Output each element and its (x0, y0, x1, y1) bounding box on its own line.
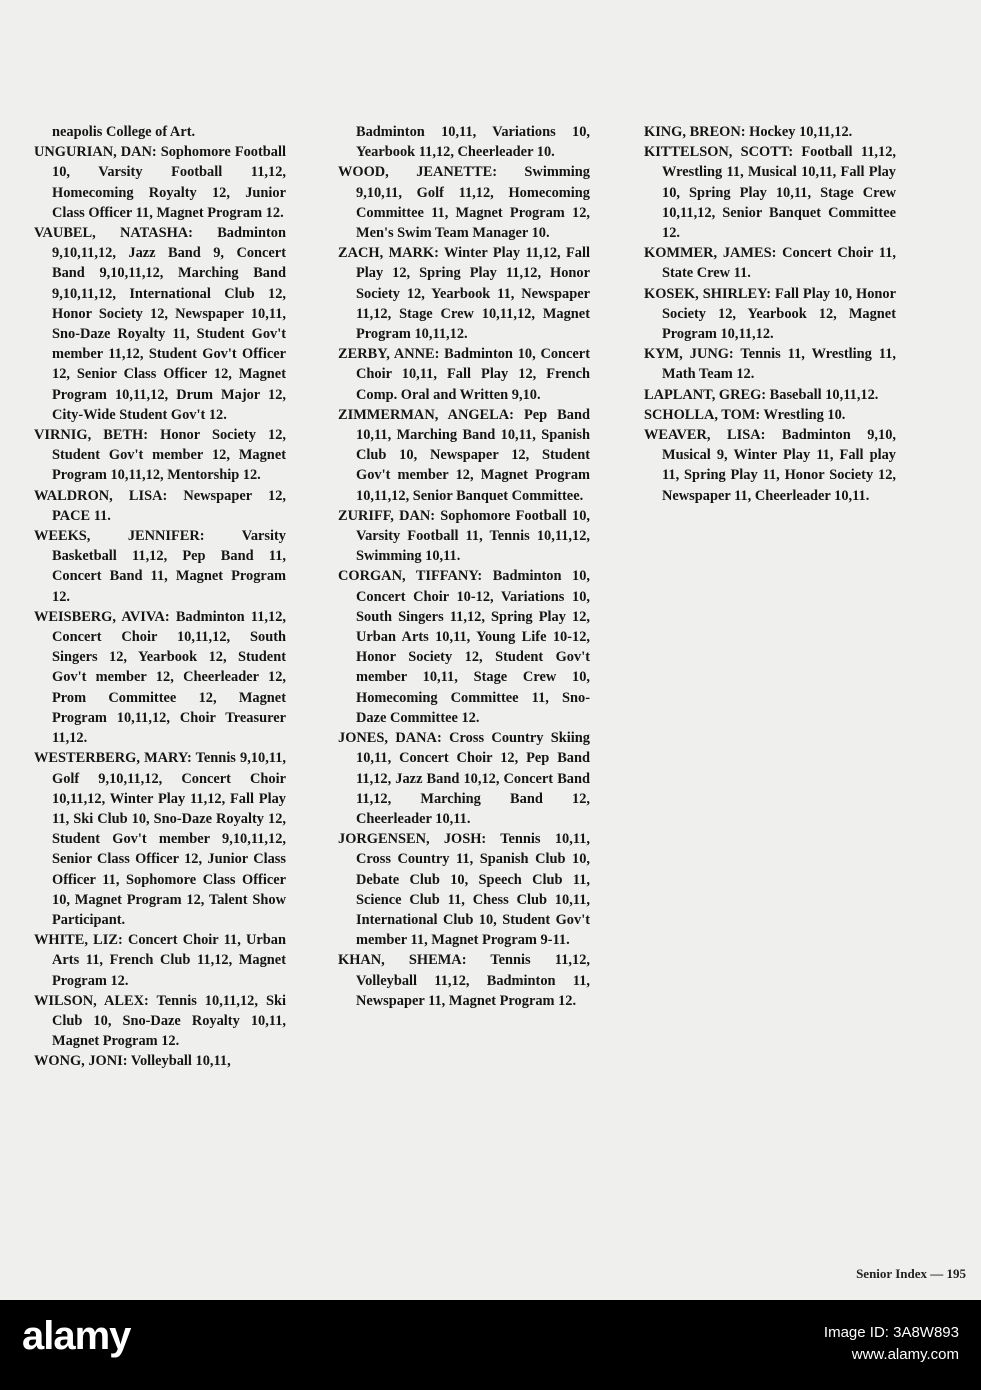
index-entry: WALDRON, LISA: Newspaper 12, PACE 11. (34, 487, 286, 524)
index-entry: ZURIFF, DAN: Sophomore Football 10, Varsity Football 11, Tennis 10,11,12, Swimming 10,11. (338, 507, 590, 565)
index-entry: CORGAN, TIFFANY: Badminton 10, Concert Choir 10-12, Variations 10, South Singers 11,12, Spring Play 12, Urban Arts 10,11, Young Life 10-12, Honor Society 12, Student Gov't member 10,11, Stage Crew 10, Homecoming Committee 11, Sno-Daze Committee 12. (338, 568, 590, 726)
index-entry: VAUBEL, NATASHA: Badminton 9,10,11,12, Jazz Band 9, Concert Band 9,10,11,12, Marching Band 9,10,11,12, International Club 12, Honor Society 12, Newspaper 10,11, Sno-Daze Royalty 11, Student Gov't member 11,12, Student Gov't Officer 12, Senior Class Officer 12, Magnet Program 10,11,12, Drum Major 12, City-Wide Student Gov't 12. (34, 225, 286, 423)
index-entry: KOMMER, JAMES: Concert Choir 11, State Crew 11. (644, 245, 896, 282)
image-id-block (824, 1322, 959, 1366)
index-entry: neapolis College of Art. (52, 124, 196, 140)
page-footer: Senior Index — 195 (856, 1266, 966, 1281)
index-entry: SCHOLLA, TOM: Wrestling 10. (644, 406, 846, 423)
image-id: Image ID: 3A8W893 (823, 1324, 959, 1341)
index-entry: JONES, DANA: Cross Country Skiing 10,11, Concert Choir 12, Pep Band 11,12, Jazz Band 10,12, Concert Band 11,12, Marching Band 12, Cheerleader 10,11. (338, 730, 590, 827)
index-entry: ZERBY, ANNE: Badminton 10, Concert Choir 10,11, Fall Play 12, French Comp. Oral and Written 9,10. (338, 346, 590, 403)
index-entry: WHITE, LIZ: Concert Choir 11, Urban Arts 11, French Club 11,12, Magnet Program 12. (34, 932, 286, 989)
index-entry: KHAN, SHEMA: Tennis 11,12, Volleyball 11,12, Badminton 11, Newspaper 11, Magnet Program 12. (338, 952, 590, 1009)
index-entry: WEISBERG, AVIVA: Badminton 11,12, Concert Choir 10,11,12, South Singers 12, Yearbook 12, Student Gov't member 12, Cheerleader 12, Prom Committee 12, Magnet Program 10,11,12, Choir Treasurer 11,12. (34, 608, 286, 747)
index-entry: UNGURIAN, DAN: Sophomore Football 10, Varsity Football 11,12, Homecoming Royalty 12, Junior Class Officer 11, Magnet Program 12. (34, 144, 286, 221)
index-entry: ZACH, MARK: Winter Play 11,12, Fall Play 12, Spring Play 11,12, Honor Society 12, Yearbook 11, Newspaper 11,12, Stage Crew 10,11,12, Magnet Program 10,11,12. (338, 245, 590, 343)
index-entry: WOOD, JEANETTE: Swimming 9,10,11, Golf 11,12, Homecoming Committee 11, Magnet Program 12, Men's Swim Team Manager 10. (338, 164, 590, 242)
index-column-1 (34, 122, 286, 1072)
index-entry: JORGENSEN, JOSH: Tennis 10,11, Cross Country 11, Spanish Club 10, Debate Club 10, Speech Club 11, Science Club 11, Chess Club 10,11, International Club 10, Student Gov't member 11, Magnet Program 9-11. (338, 831, 590, 949)
index-column-2 (338, 122, 590, 1011)
watermark-bar (0, 1300, 981, 1390)
index-entry: KOSEK, SHIRLEY: Fall Play 10, Honor Society 12, Yearbook 12, Magnet Program 10,11,12. (644, 285, 896, 343)
index-entry: KYM, JUNG: Tennis 11, Wrestling 11, Math Team 12. (644, 346, 896, 383)
index-column-3 (644, 122, 896, 506)
index-entry: KITTELSON, SCOTT: Football 11,12, Wrestling 11, Musical 10,11, Fall Play 10, Spring Play 10,11, Stage Crew 10,11,12, Senior Banquet Committee 12. (644, 144, 896, 242)
index-entry: Badminton 10,11, Variations 10, Yearbook 11,12, Cheerleader 10. (356, 124, 590, 161)
index-entry: WONG, JONI: Volleyball 10,11, (34, 1053, 231, 1070)
index-entry: ZIMMERMAN, ANGELA: Pep Band 10,11, Marching Band 10,11, Spanish Club 10, Newspaper 12, Student Gov't member 12, Magnet Program 10,11,12, Senior Banquet Committee. (338, 406, 590, 504)
index-entry: WEEKS, JENNIFER: Varsity Basketball 11,12, Pep Band 11, Concert Band 11, Magnet Program 12. (34, 528, 286, 605)
alamy-logo: alamy (22, 1314, 131, 1358)
index-entry: WEAVER, LISA: Badminton 9,10, Musical 9, Winter Play 11, Fall play 11, Spring Play 11, Honor Society 12, Newspaper 11, Cheerleader 10,11. (644, 427, 896, 504)
index-entry: VIRNIG, BETH: Honor Society 12, Student Gov't member 12, Magnet Program 10,11,12, Mentorship 12. (34, 427, 286, 484)
index-entry: WILSON, ALEX: Tennis 10,11,12, Ski Club 10, Sno-Daze Royalty 10,11, Magnet Program 12. (34, 992, 286, 1050)
index-entry: LAPLANT, GREG: Baseball 10,11,12. (644, 386, 879, 403)
index-entry: KING, BREON: Hockey 10,11,12. (644, 124, 853, 140)
index-entry: WESTERBERG, MARY: Tennis 9,10,11, Golf 9,10,11,12, Concert Choir 10,11,12, Winter Play 11,12, Fall Play 11, Ski Club 10, Sno-Daze Royalty 12, Student Gov't member 9,10,11,12, Senior Class Officer 12, Junior Class Officer 11, Sophomore Class Officer 10, Magnet Program 12, Talent Show Participant. (34, 750, 286, 928)
site-url: www.alamy.com (851, 1346, 959, 1363)
